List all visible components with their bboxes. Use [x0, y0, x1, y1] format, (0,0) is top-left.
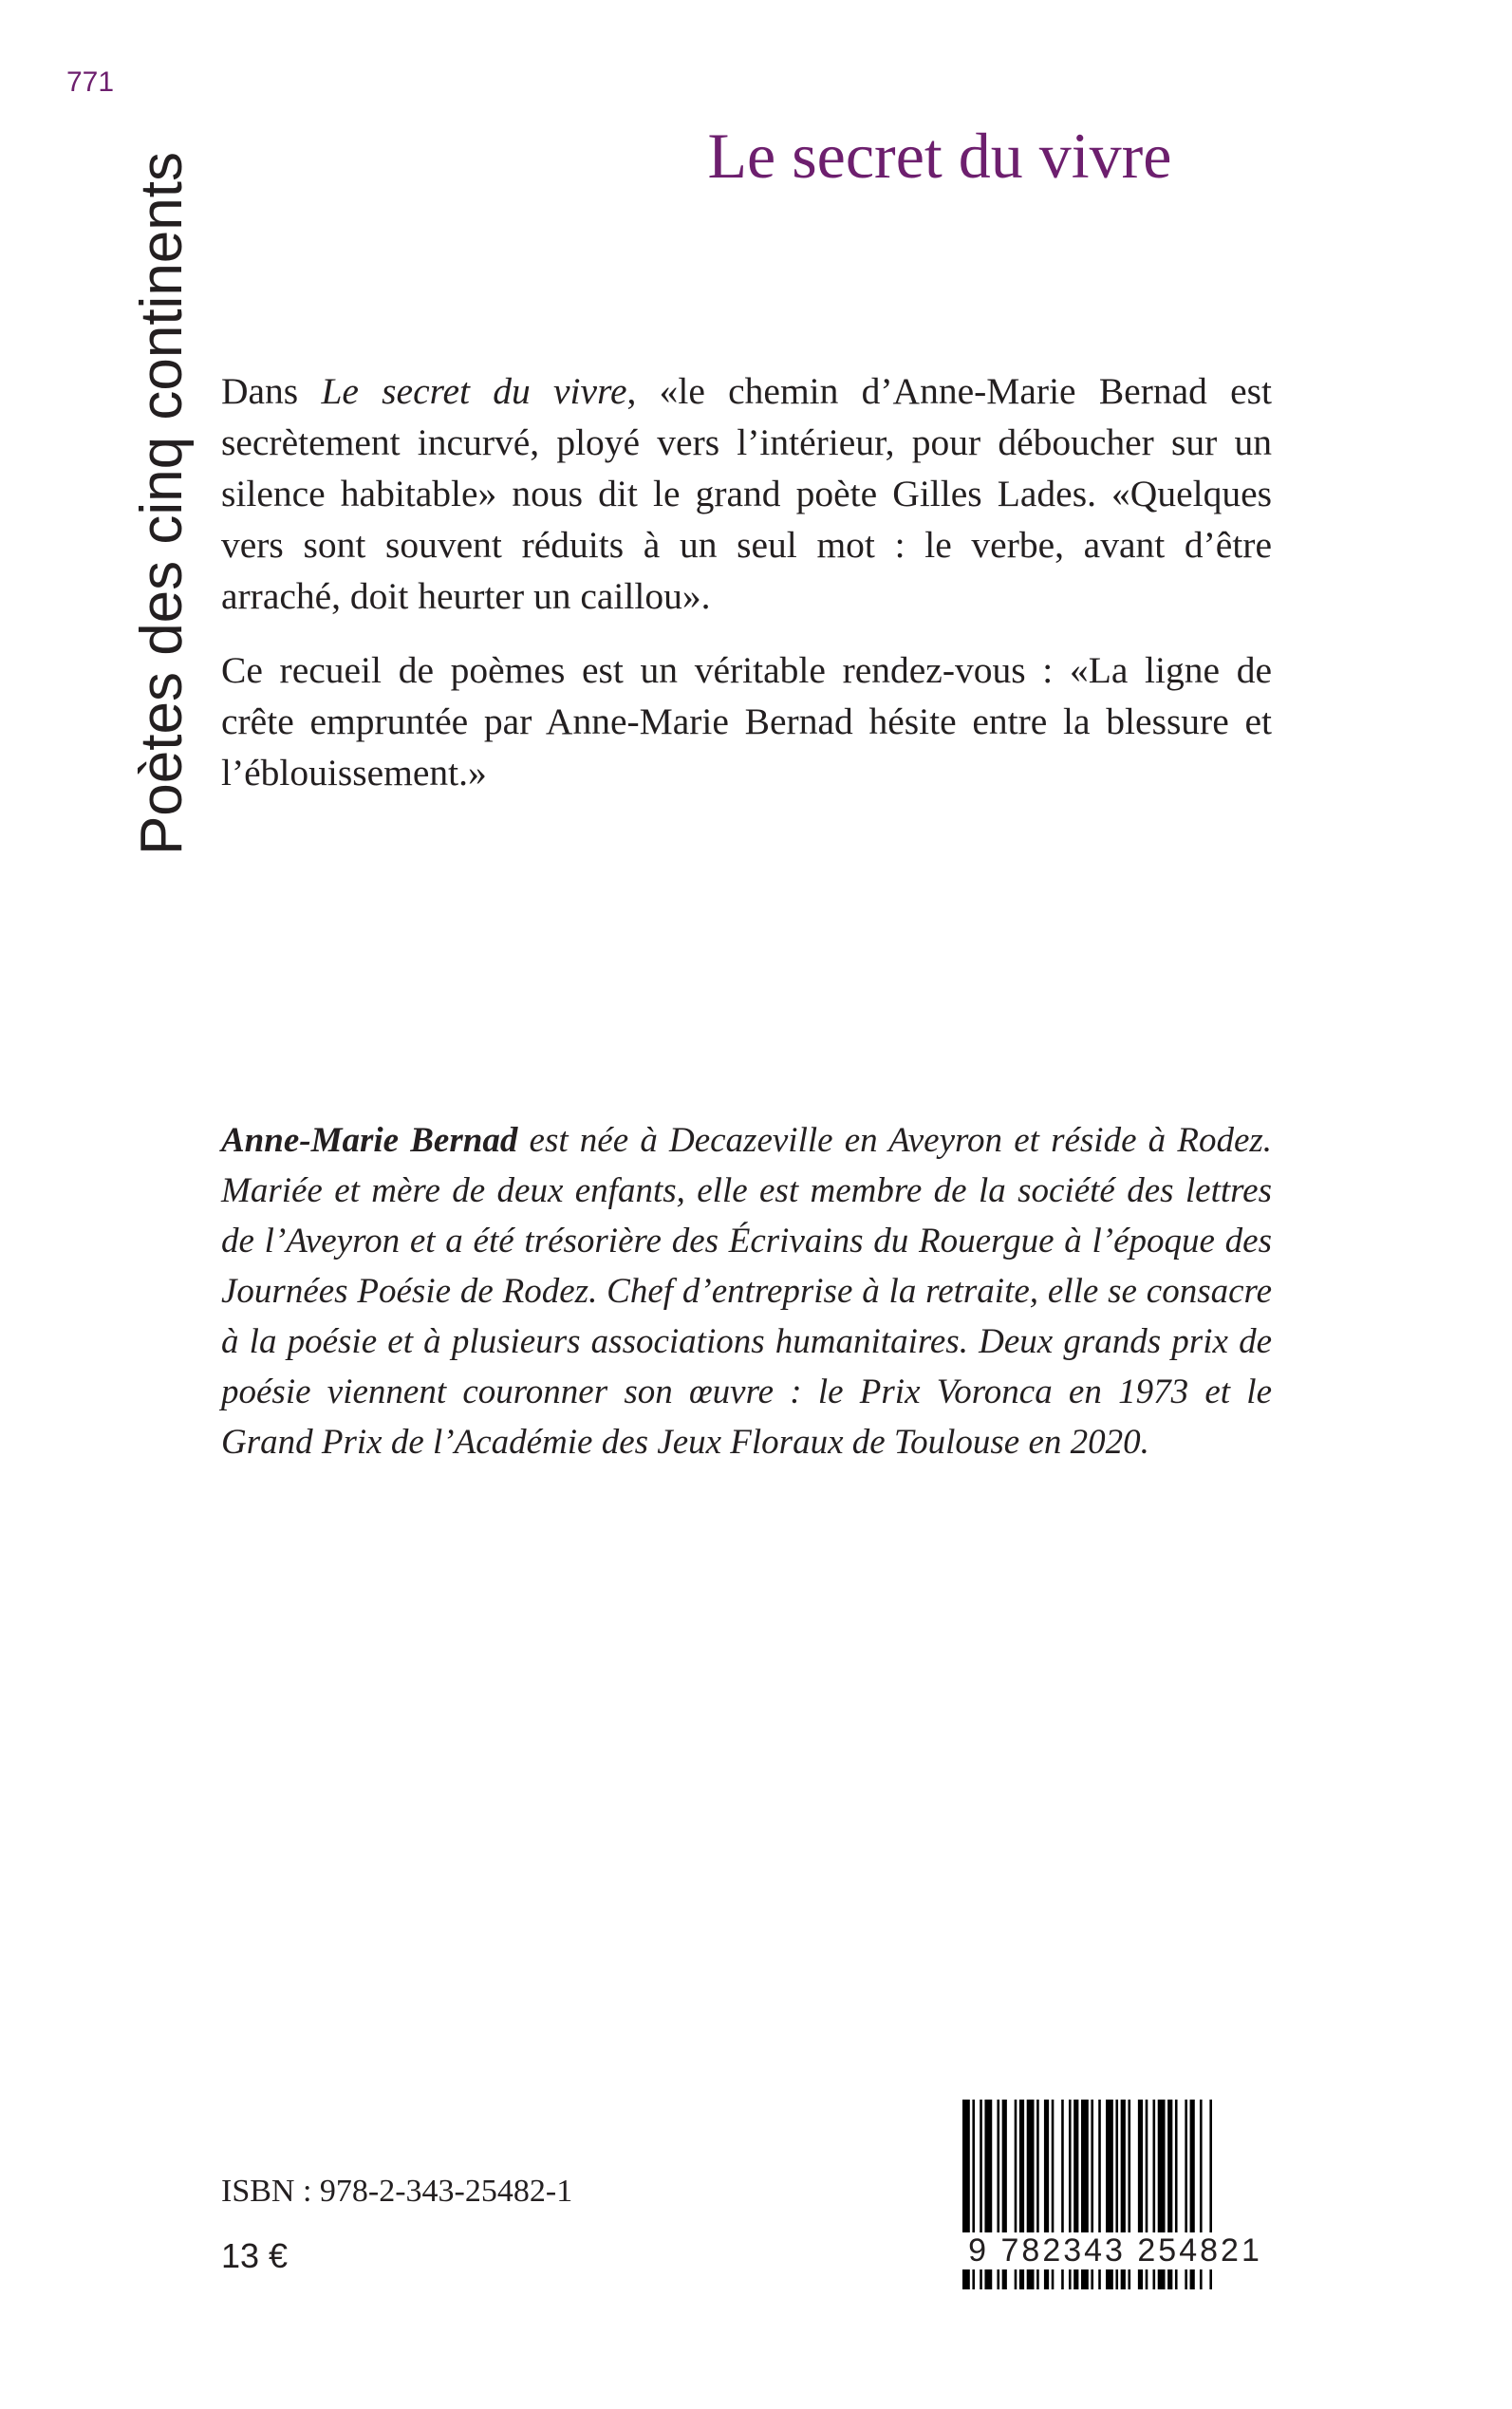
summary-p1-start: Dans [221, 370, 322, 412]
author-bio [221, 1115, 1272, 1467]
summary-p1-rest: , «le chemin d’Anne-Marie Bernad est secrètement incurvé, ployé vers l’intérieur, pour déboucher sur un silence habitable» nous dit le grand poète Gilles Lades. «Quelques vers sont souvent réduits à un seul mot : le verbe, avant d’être arraché, doit heurter un caillou». [221, 370, 1273, 617]
author-name: Anne-Marie Bernad [221, 1121, 518, 1160]
summary-paragraph-2: Ce recueil de poèmes est un véritable rendez-vous : «La ligne de crête empruntée par Anne-Marie Bernad hésite entre la blessure et l’éblouissement.» [221, 649, 1272, 794]
barcode-digits: 9 782343 254821 [959, 2232, 1272, 2269]
summary-text [221, 365, 1272, 821]
series-number: 771 [66, 66, 115, 98]
isbn-text: ISBN : 978-2-343-25482-1 [221, 2174, 573, 2209]
summary-book-title: Le secret du vivre [321, 370, 627, 412]
author-bio-text: est née à Decazeville en Aveyron et réside à Rodez. Mariée et mère de deux enfants, elle est membre de la société des lettres de l’Aveyron et a été trésorière des Écrivains du Rouergue à l’époque des Journées Poésie de Rodez. Chef d’entreprise à la retraite, elle se consacre à la poésie et à plusieurs associations humanitaires. Deux grands prix de poésie viennent couronner son œuvre : le Prix Voronca en 1973 et le Grand Prix de l’Académie des Jeux Floraux de Toulouse en 2020. [221, 1121, 1273, 1462]
book-title: Le secret du vivre [707, 120, 1172, 192]
series-name-vertical: Poètes des cinq continents [129, 152, 195, 856]
price-text: 13 € [221, 2236, 289, 2275]
summary-paragraph-1 [221, 365, 1272, 622]
